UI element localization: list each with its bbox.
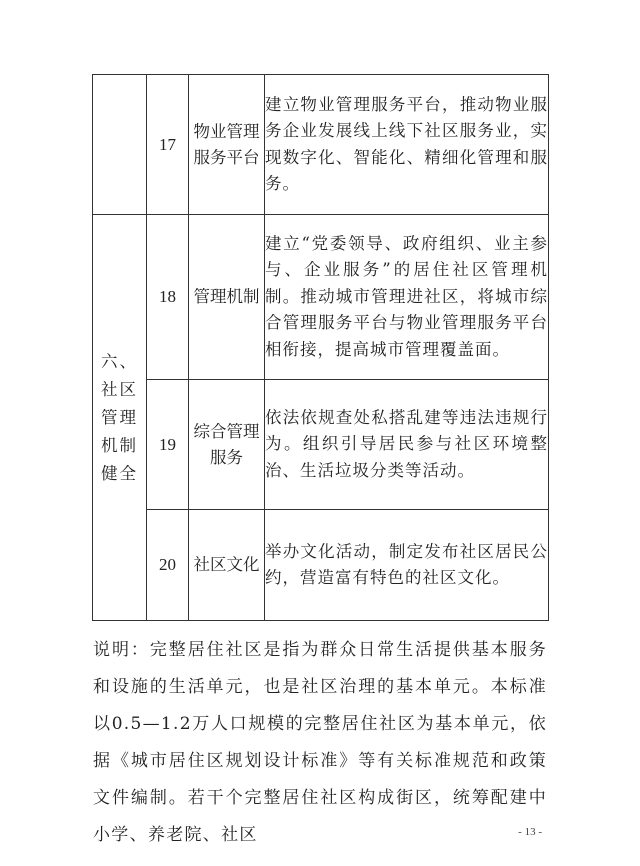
item-name: 综合管理服务 xyxy=(189,380,265,510)
item-description: 举办文化活动，制定发布社区居民公约，营造富有特色的社区文化。 xyxy=(265,510,549,621)
item-name: 社区文化 xyxy=(189,510,265,621)
item-name: 管理机制 xyxy=(189,215,265,380)
table-row xyxy=(93,215,549,380)
page-number: - 13 - xyxy=(518,826,542,838)
item-number: 19 xyxy=(147,380,189,510)
table-row xyxy=(93,75,549,215)
item-description: 建立物业管理服务平台，推动物业服务企业发展线上线下社区服务业，实现数字化、智能化、精细化管理和服务。 xyxy=(265,75,549,215)
item-number: 18 xyxy=(147,215,189,380)
standards-table xyxy=(92,74,549,621)
item-description: 依法依规查处私搭乱建等违法违规行为。组织引导居民参与社区环境整治、生活垃圾分类等活动。 xyxy=(265,380,549,510)
item-number: 20 xyxy=(147,510,189,621)
explanation-note: 说明：完整居住社区是指为群众日常生活提供基本服务和设施的生活单元，也是社区治理的基本单元。本标准以0.5—1.2万人口规模的完整居住社区为基本单元，依据《城市居住区规划设计标准》等有关标准规范和政策文件编制。若干个完整居住社区构成街区，统筹配建中小学、养老院、社区 xyxy=(93,640,547,845)
category-cell: 六、社区管理机制健全 xyxy=(93,215,147,621)
item-name: 物业管理服务平台 xyxy=(189,75,265,215)
item-description: 建立“党委领导、政府组织、业主参与、企业服务”的居住社区管理机制。推动城市管理进社区，将城市综合管理服务平台与物业管理服务平台相衔接，提高城市管理覆盖面。 xyxy=(265,215,549,380)
table-row xyxy=(93,510,549,621)
category-cell-continued xyxy=(93,75,147,215)
item-number: 17 xyxy=(147,75,189,215)
table-row xyxy=(93,380,549,510)
